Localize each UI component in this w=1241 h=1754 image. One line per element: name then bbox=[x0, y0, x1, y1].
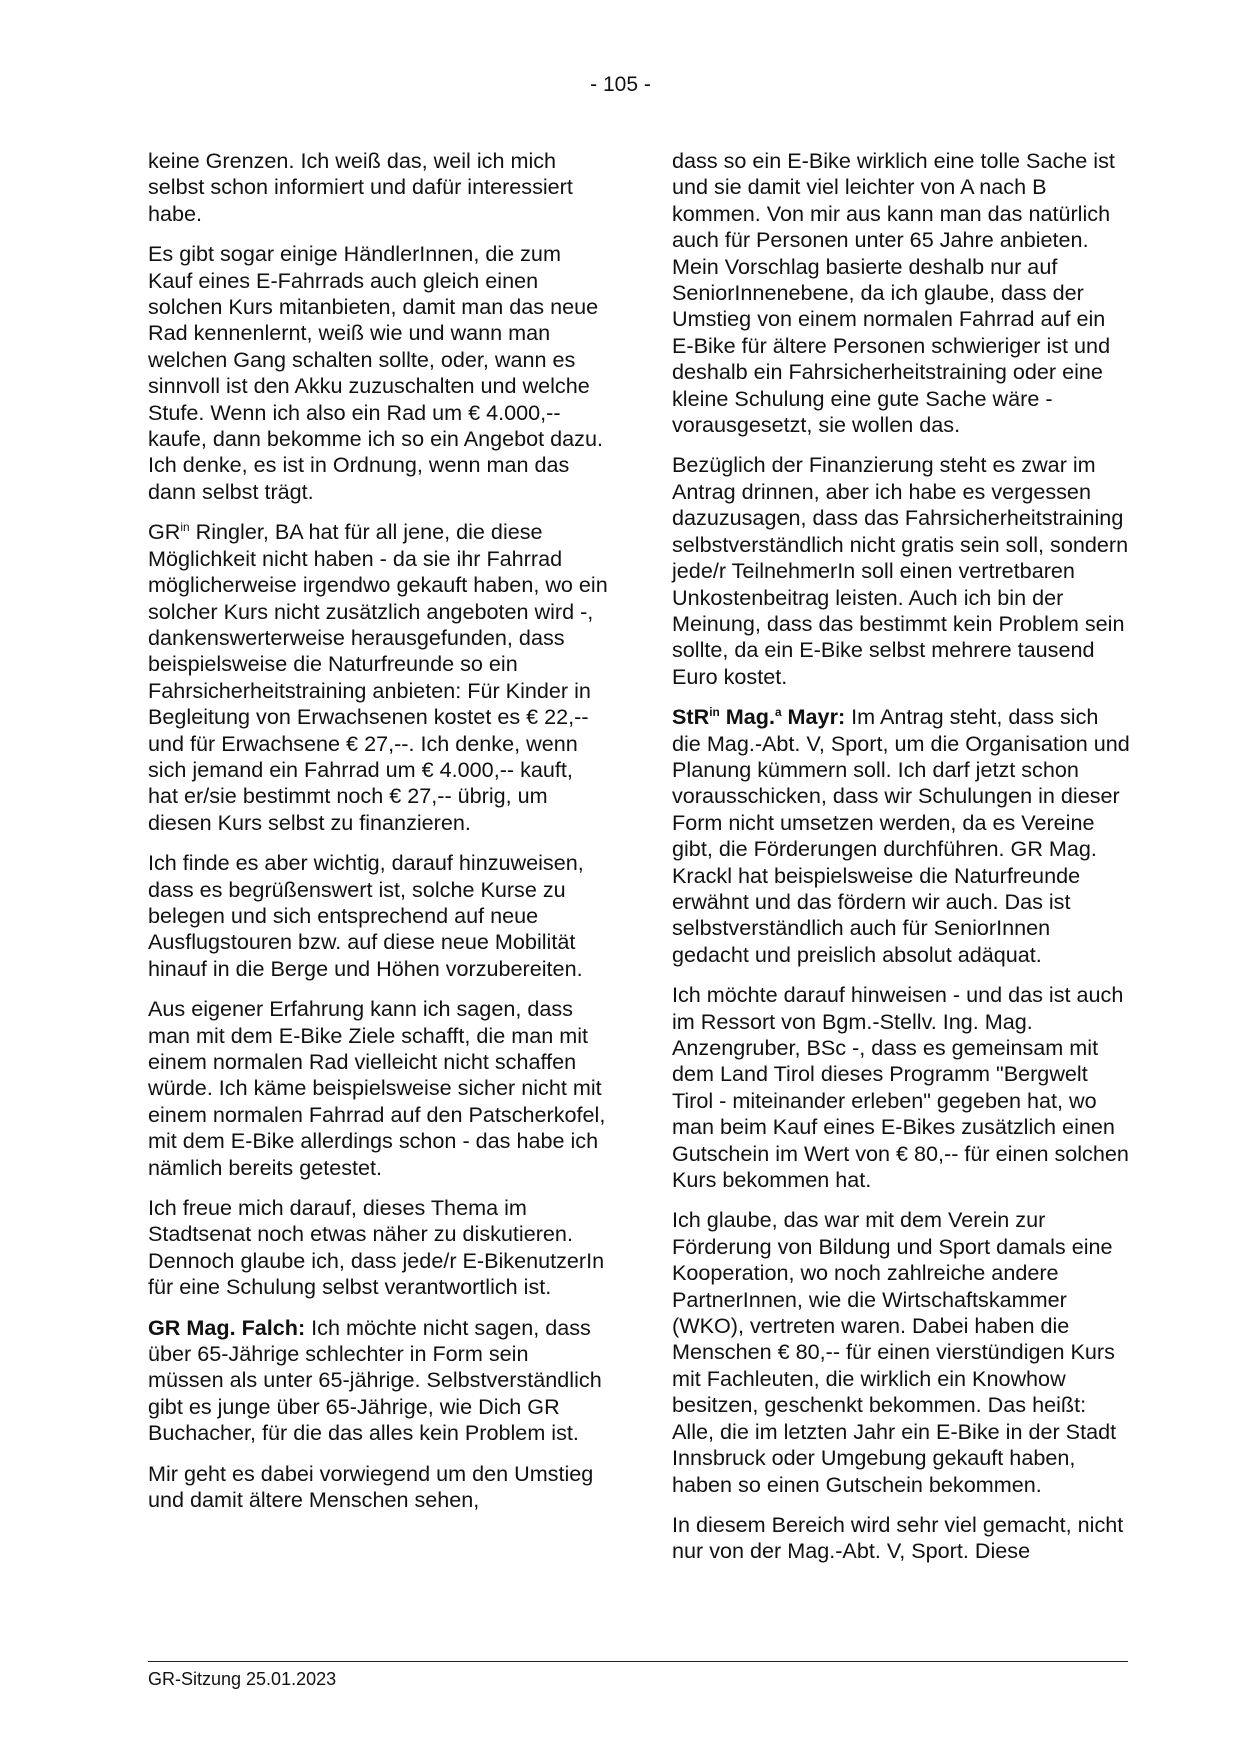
speaker-degree: Mag. bbox=[719, 704, 775, 730]
speaker-name bbox=[672, 704, 845, 729]
paragraph-text: Im Antrag steht, dass sich die Mag.-Abt. V, Sport, um die Organisation und Planung kümmern soll. Ich darf jetzt schon vorausschicken, dass wir Schulungen in dieser Form nicht umsetzen werden, da es Vereine gibt, die Förderungen durchführen. GR Mag. Krackl hat beispielsweise die Naturfreunde erwähnt und das fördern wir auch. Das ist selbstverständlich auch für SeniorInnen gedacht und preislich absolut adäquat. bbox=[672, 704, 1130, 967]
paragraph-text: Ich möchte nicht sagen, dass über 65-Jährige schlechter in Form sein müssen als unter 65-jährige. Selbstverständlich gibt es junge über 65-Jährige, wie Dich GR Buchacher, für die das alles kein Problem ist. bbox=[148, 1314, 602, 1446]
paragraph-text: Ringler, BA hat für all jene, die diese Möglichkeit nicht haben - da sie ihr Fahrrad möglicherweise irgendwo gekauft haben, wo ein solcher Kurs nicht zusätzlich angeboten wird -, dankenswerterweise herausgefunden, dass beispielsweise die Naturfreunde so ein Fahrsicherheitstraining anbieten: Für Kinder in Begleitung von Erwachsenen kostet es € 22,-- und für Erwachsene € 27,--. Ich denke, wenn sich jemand ein Fahrrad um € 4.000,-- kauft, hat er/sie bestimmt noch € 27,-- übrig, um diesen Kurs selbst zu finanzieren. bbox=[148, 519, 608, 835]
footer-text: GR-Sitzung 25.01.2023 bbox=[148, 1669, 337, 1689]
paragraph bbox=[672, 704, 1132, 968]
page-number: - 105 - bbox=[590, 73, 651, 96]
paragraph: Es gibt sogar einige HändlerInnen, die zum Kauf eines E-Fahrrads auch gleich einen solchen Kurs mitanbieten, damit man das neue Rad kennenlernt, weiß wie und wann man welchen Gang schalten sollte, oder, wann es sinnvoll ist den Akku zuzuschalten und welche Stufe. Wenn ich also ein Rad um € 4.000,-- kaufe, dann bekomme ich so ein Angebot dazu. Ich denke, es ist in Ordnung, wenn man das dann selbst trägt. bbox=[148, 241, 603, 504]
paragraph: Aus eigener Erfahrung kann ich sagen, dass man mit dem E-Bike Ziele schafft, die man mit einem normalen Rad vielleicht nicht schaffen würde. Ich käme beispielsweise sicher nicht mit einem normalen Fahrrad auf den Patscherkofel, mit dem E-Bike allerdings schon - das habe ich nämlich bereits getestet. bbox=[148, 996, 606, 1180]
right-column bbox=[672, 148, 1132, 1579]
title-superscript: in bbox=[709, 704, 720, 719]
paragraph: Ich möchte darauf hinweisen - und das ist auch im Ressort von Bgm.-Stellv. Ing. Mag. Anzengruber, BSc -, dass es gemeinsam mit dem Land Tirol dieses Programm "Bergwelt Tirol - miteinander erleben" gegeben hat, wo man beim Kauf eines E-Bikes zusätzlich einen Gutschein im Wert von € 80,-- für einen solchen Kurs bekommen hat. bbox=[672, 982, 1129, 1193]
paragraph: dass so ein E-Bike wirklich eine tolle Sache ist und sie damit viel leichter von A nach B kommen. Von mir aus kann man das natürlich auch für Personen unter 65 Jahre anbieten. Mein Vorschlag basierte deshalb nur auf SeniorInnenebene, da ich glaube, dass der Umstieg von einem normalen Fahrrad auf ein E-Bike für ältere Personen schwieriger ist und deshalb ein Fahrsicherheitstraining oder eine kleine Schulung eine gute Sache wäre - vorausgesetzt, sie wollen das. bbox=[672, 148, 1115, 438]
paragraph: Ich glaube, das war mit dem Verein zur Förderung von Bildung und Sport damals eine Kooperation, wo noch zahlreiche andere PartnerInnen, wie die Wirtschaftskammer (WKO), vertreten waren. Dabei haben die Menschen € 80,-- für einen vierstündigen Kurs mit Fachleuten, die wirklich ein Knowhow besitzen, geschenkt bekommen. Das heißt: Alle, die im letzten Jahr ein E-Bike in der Stadt Innsbruck oder Umgebung gekauft haben, haben so einen Gutschein bekommen. bbox=[672, 1207, 1117, 1497]
left-column bbox=[148, 148, 608, 1528]
title-superscript: in bbox=[180, 520, 190, 535]
paragraph bbox=[148, 1315, 608, 1447]
paragraph: Ich freue mich darauf, dieses Thema im Stadtsenat noch etwas näher zu diskutieren. Dennoch glaube ich, dass jede/r E-BikenutzerIn für eine Schulung selbst verantwortlich ist. bbox=[148, 1195, 605, 1300]
footer-divider bbox=[148, 1661, 1128, 1662]
speaker-surname: Mayr: bbox=[781, 704, 846, 730]
paragraph: Ich finde es aber wichtig, darauf hinzuweisen, dass es begrüßenswert ist, solche Kurse zu belegen und sich entsprechend auf neue Ausflugstouren bzw. auf diese neue Mobilität hinauf in die Berge und Höhen vorzubereiten. bbox=[148, 850, 584, 981]
paragraph bbox=[148, 519, 608, 836]
speaker-title: GR bbox=[148, 519, 181, 545]
paragraph: In diesem Bereich wird sehr viel gemacht, nicht nur von der Mag.-Abt. V, Sport. Diese bbox=[672, 1511, 1124, 1564]
degree-superscript: a bbox=[774, 704, 782, 719]
speaker-title: StR bbox=[672, 704, 710, 730]
paragraph: Bezüglich der Finanzierung steht es zwar im Antrag drinnen, aber ich habe es vergessen dazuzusagen, dass das Fahrsicherheitstraining selbstverständlich nicht gratis sein soll, sondern jede/r TeilnehmerIn soll einen vertretbaren Unkostenbeitrag leisten. Auch ich bin der Meinung, dass das bestimmt kein Problem sein sollte, da ein E-Bike selbst mehrere tausend Euro kostet. bbox=[672, 452, 1129, 689]
speaker-name: GR Mag. Falch: bbox=[148, 1314, 306, 1340]
paragraph: keine Grenzen. Ich weiß das, weil ich mich selbst schon informiert und dafür interessiert habe. bbox=[148, 148, 573, 226]
paragraph: Mir geht es dabei vorwiegend um den Umstieg und damit ältere Menschen sehen, bbox=[148, 1460, 594, 1513]
